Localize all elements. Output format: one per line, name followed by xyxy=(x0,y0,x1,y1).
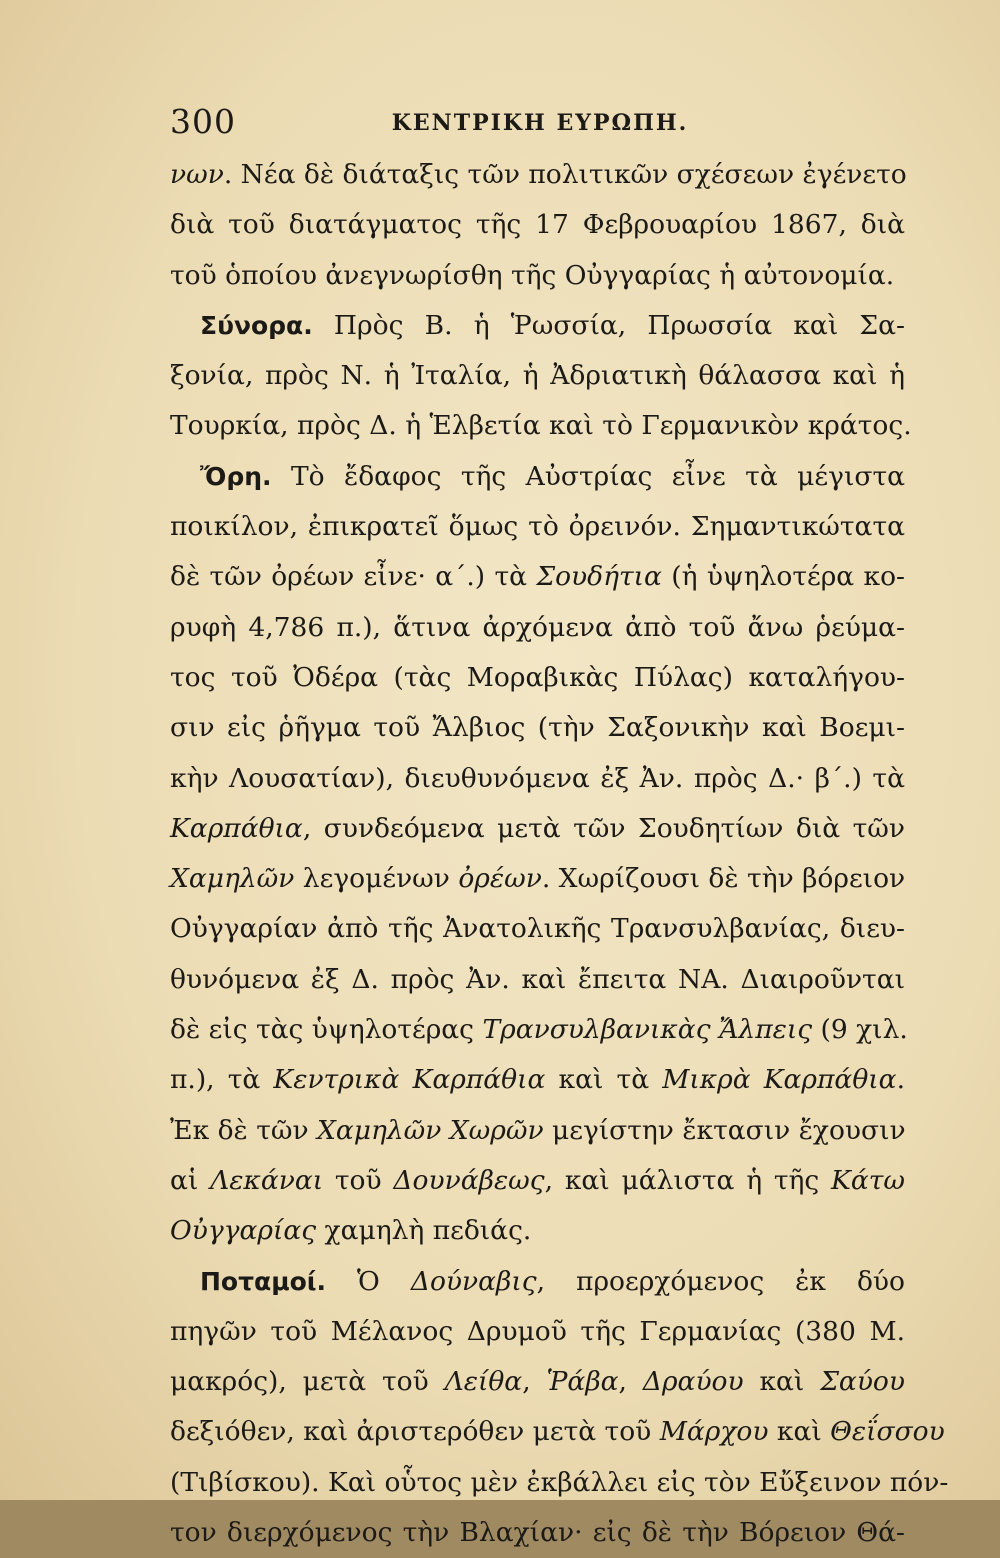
italic-term: Δραύου xyxy=(642,1366,744,1398)
text-run: Ἐκ δὲ τῶν xyxy=(170,1114,317,1146)
text-run: καὶ xyxy=(768,1416,831,1448)
text-run: τοῦ ὁποίου ἀνεγνωρίσθη τῆς Οὐγγαρίας ἡ αὐτονομία. xyxy=(170,259,895,291)
text-run: (ἡ ὑψηλοτέρα κο- xyxy=(661,561,905,593)
italic-term: Δούναβις xyxy=(410,1265,537,1297)
text-line xyxy=(170,754,905,804)
text-line xyxy=(170,804,905,854)
text-line xyxy=(170,1407,945,1457)
text-line xyxy=(170,1357,905,1407)
italic-term: Λεκάναι xyxy=(210,1164,324,1196)
text-run: δὲ εἰς τὰς ὑψηλοτέρας xyxy=(170,1014,483,1046)
text-line xyxy=(170,1307,905,1357)
text-run: (9 χιλ. xyxy=(812,1014,908,1046)
text-line xyxy=(170,401,912,451)
text-run: ποικίλον, ἐπικρατεῖ ὅμως τὸ ὀρεινόν. Σημαντικώτατα xyxy=(170,511,905,543)
italic-term: Χαμηλῶν Χωρῶν xyxy=(317,1114,544,1146)
text-line xyxy=(170,703,905,753)
section-heading: Ὄρη. xyxy=(200,461,272,491)
text-run: πηγῶν τοῦ Μέλανος Δρυμοῦ τῆς Γερμανίας (380 Μ. xyxy=(170,1315,905,1347)
italic-term: ὀρέων xyxy=(458,863,542,895)
text-run: Οὐγγαρίαν ἀπὸ τῆς Ἀνατολικῆς Τρανσυλβανίας, διευ- xyxy=(170,913,905,945)
text-run: μακρός), μετὰ τοῦ xyxy=(170,1366,445,1398)
italic-term: Οὐγγαρίας xyxy=(170,1215,317,1247)
italic-term: Δουνάβεως xyxy=(393,1164,545,1196)
italic-term: Χαμηλῶν xyxy=(170,863,295,895)
text-line xyxy=(170,1508,905,1558)
text-run: αἱ xyxy=(170,1164,211,1196)
text-line xyxy=(170,955,905,1005)
text-run: καὶ xyxy=(743,1366,821,1398)
text-line xyxy=(170,452,905,502)
text-run: , καὶ μάλιστα ἡ τῆς xyxy=(544,1164,832,1196)
italic-term: Σαύου xyxy=(820,1366,905,1398)
text-run: , συνδεόμενα μετὰ τῶν Σουδητίων διὰ τῶν xyxy=(302,812,905,844)
text-run: κὴν Λουσατίαν), διευθυνόμενα ἐξ Ἀν. πρὸς Δ.· β΄.) τὰ xyxy=(170,762,905,794)
italic-term: Τρανσυλβανικὰς Ἄλπεις xyxy=(482,1014,813,1046)
text-run: λεγομένων xyxy=(294,863,459,895)
text-run: τοῦ xyxy=(323,1164,394,1196)
text-run: π.), τὰ xyxy=(170,1064,274,1096)
text-line xyxy=(170,1055,905,1105)
italic-term: Ῥάβα xyxy=(546,1366,619,1398)
page-number: 300 xyxy=(170,102,236,141)
text-line xyxy=(170,200,905,250)
text-run: Ὁ xyxy=(326,1265,411,1297)
text-run: θυνόμενα ἐξ Δ. πρὸς Ἀν. καὶ ἔπειτα ΝΑ. Διαιροῦνται xyxy=(170,963,905,995)
text-run: Τουρκία, πρὸς Δ. ἡ Ἑλβετία καὶ τὸ Γερμανικὸν κράτος. xyxy=(170,410,912,442)
text-run: . Χωρίζουσι δὲ τὴν βόρειον xyxy=(541,863,906,895)
text-line xyxy=(170,653,905,703)
text-run: , xyxy=(618,1366,643,1398)
italic-term: Μικρὰ Καρπάθια xyxy=(662,1064,897,1096)
text-line xyxy=(170,1156,905,1206)
text-run: , προερχόμενος ἐκ δύο xyxy=(536,1265,905,1297)
text-line xyxy=(170,502,905,552)
text-line xyxy=(170,854,905,904)
text-line xyxy=(170,904,905,954)
page-header xyxy=(170,102,910,152)
text-run: ξονία, πρὸς Ν. ἡ Ἰταλία, ἡ Ἀδριατικὴ θάλασσα καὶ ἡ xyxy=(170,360,905,392)
text-run: δεξιόθεν, καὶ ἀριστερόθεν μετὰ τοῦ xyxy=(170,1416,660,1448)
text-line xyxy=(170,552,905,602)
section-heading: Ποταμοί. xyxy=(200,1266,327,1296)
text-line xyxy=(170,1106,905,1156)
italic-term: Μάρχου xyxy=(659,1416,769,1448)
text-line xyxy=(170,251,905,301)
text-run: . xyxy=(896,1064,906,1096)
text-run: . Νέα δὲ διάταξις τῶν πολιτικῶν σχέσεων ἐγένετο xyxy=(223,159,907,190)
italic-term: Καρπάθια xyxy=(170,812,303,844)
text-run: , xyxy=(522,1366,547,1398)
body-text xyxy=(170,150,949,1558)
text-line xyxy=(170,150,905,200)
text-run: τος τοῦ Ὀδέρα (τὰς Μοραβικὰς Πύλας) καταλήγου- xyxy=(170,661,905,693)
text-run: Τὸ ἔδαφος τῆς Αὐστρίας εἶνε τὰ μέγιστα xyxy=(271,460,905,492)
text-run: δὲ τῶν ὀρέων εἶνε· α΄.) τὰ xyxy=(170,561,537,593)
text-run: καὶ τὰ xyxy=(545,1064,663,1096)
text-line xyxy=(170,351,905,401)
text-run: μεγίστην ἔκτασιν ἔχουσιν xyxy=(543,1114,906,1146)
text-run: χαμηλὴ πεδιάς. xyxy=(316,1215,532,1247)
text-run: (Τιβίσκου). Καὶ οὗτος μὲν ἐκβάλλει εἰς τὸν Εὔξεινον πόν- xyxy=(170,1466,949,1498)
text-run: ρυφὴ 4,786 π.), ἅτινα ἀρχόμενα ἀπὸ τοῦ ἄνω ῥεύμα- xyxy=(170,611,905,643)
text-line xyxy=(170,603,905,653)
text-run: διὰ τοῦ διατάγματος τῆς 17 Φεβρουαρίου 1867, διὰ xyxy=(170,209,905,241)
text-run: Πρὸς Β. ἡ Ῥωσσία, Πρωσσία καὶ Σα- xyxy=(312,309,905,341)
text-line xyxy=(170,1005,908,1055)
running-title: ΚΕΝΤΡΙΚΗ ΕΥΡΩΠΗ. xyxy=(391,110,689,136)
italic-term: Σουδήτια xyxy=(536,561,662,593)
text-line xyxy=(170,1458,949,1508)
italic-term: Κάτω xyxy=(831,1164,906,1196)
section-heading: Σύνορα. xyxy=(200,310,313,340)
italic-term: Λείθα xyxy=(444,1366,523,1398)
text-line xyxy=(170,301,905,351)
italic-term: Κεντρικὰ Καρπάθια xyxy=(273,1064,546,1096)
text-line xyxy=(170,1257,905,1307)
text-line xyxy=(170,1206,905,1256)
italic-term: νων xyxy=(170,159,224,190)
text-run: σιν εἰς ῥῆγμα τοῦ Ἄλβιος (τὴν Σαξονικὴν καὶ Βοεμι- xyxy=(170,712,905,744)
italic-term: Θεΐσσου xyxy=(830,1416,945,1448)
text-run: τον διερχόμενος τὴν Βλαχίαν· εἰς δὲ τὴν Βόρειον Θά- xyxy=(170,1517,905,1549)
